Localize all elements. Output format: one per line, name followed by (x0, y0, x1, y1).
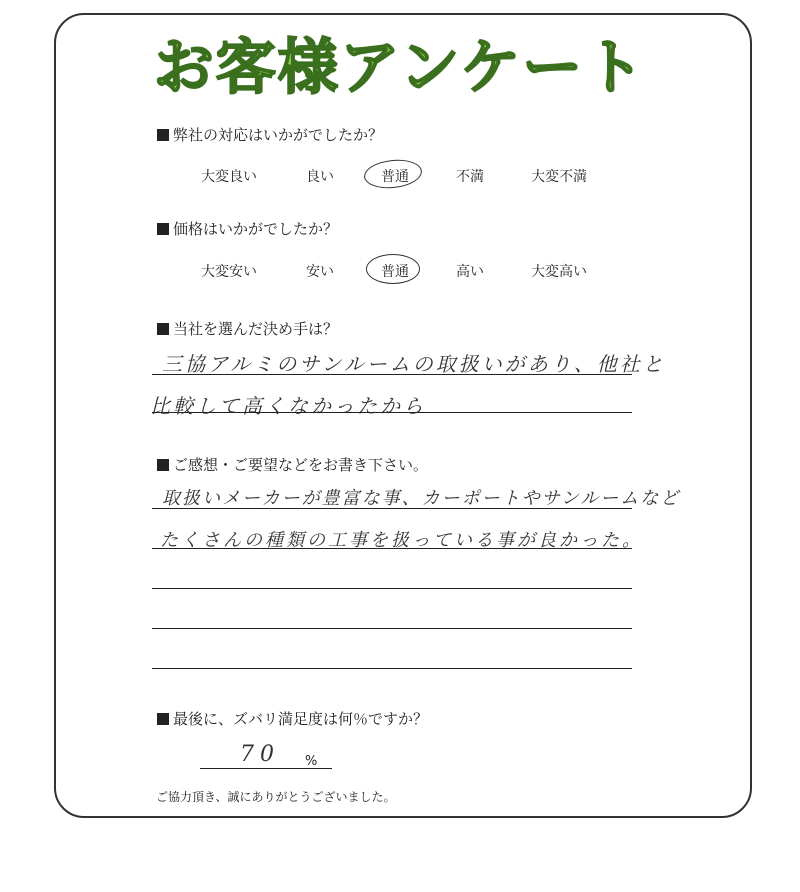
answer-rule (152, 374, 632, 375)
comment-rule (152, 548, 632, 549)
comment-rule (152, 508, 632, 509)
comment-line-1: 取扱いメーカーが豊富な事、カーポートやサンルームなど (162, 488, 681, 509)
answer-line-2: 比較して高くなかったから (150, 394, 426, 418)
percent-unit: % (305, 754, 318, 769)
thanks-message: ご協力頂き、誠にありがとうございました。 (156, 790, 396, 804)
question-price: 価格はいかがでしたか？ (157, 218, 338, 239)
option-very-good[interactable]: 大変良い (201, 169, 257, 185)
option-good[interactable]: 良い (306, 169, 334, 185)
comment-rule (152, 588, 632, 589)
option-normal-selected[interactable]: 普通 (381, 169, 409, 185)
comment-rule (152, 628, 632, 629)
bullet-square-icon (157, 323, 169, 335)
satisfaction-rule (200, 768, 332, 769)
option-very-expensive[interactable]: 大変高い (531, 264, 587, 280)
selection-circle-mark (366, 254, 420, 284)
question-service: 弊社の対応はいかがでしたか？ (157, 124, 383, 145)
option-normal-price-selected[interactable]: 普通 (381, 264, 409, 280)
option-very-dissatisfied[interactable]: 大変不満 (531, 169, 587, 185)
option-very-cheap[interactable]: 大変安い (201, 264, 257, 280)
bullet-square-icon (157, 129, 169, 141)
option-expensive[interactable]: 高い (456, 264, 484, 280)
option-cheap[interactable]: 安い (306, 264, 334, 280)
answer-line-1: 三協アルミのサンルームの取扱いがあり、他社と (162, 352, 666, 376)
bullet-square-icon (157, 713, 169, 725)
comment-line-2: たくさんの種類の工事を扱っている事が良かった。 (160, 530, 643, 551)
answer-rule (152, 412, 632, 413)
comment-rule (152, 668, 632, 669)
survey-title: お客様アンケート (153, 33, 647, 103)
question-satisfaction: 最後に、ズバリ満足度は何％ですか？ (157, 708, 428, 729)
bullet-square-icon (157, 223, 169, 235)
satisfaction-value: 70 (240, 742, 280, 767)
option-dissatisfied[interactable]: 不満 (456, 169, 484, 185)
bullet-square-icon (157, 459, 169, 471)
question-comments: ご感想・ご要望などをお書き下さい。 (157, 454, 428, 475)
question-deciding-factor: 当社を選んだ決め手は？ (157, 318, 338, 339)
